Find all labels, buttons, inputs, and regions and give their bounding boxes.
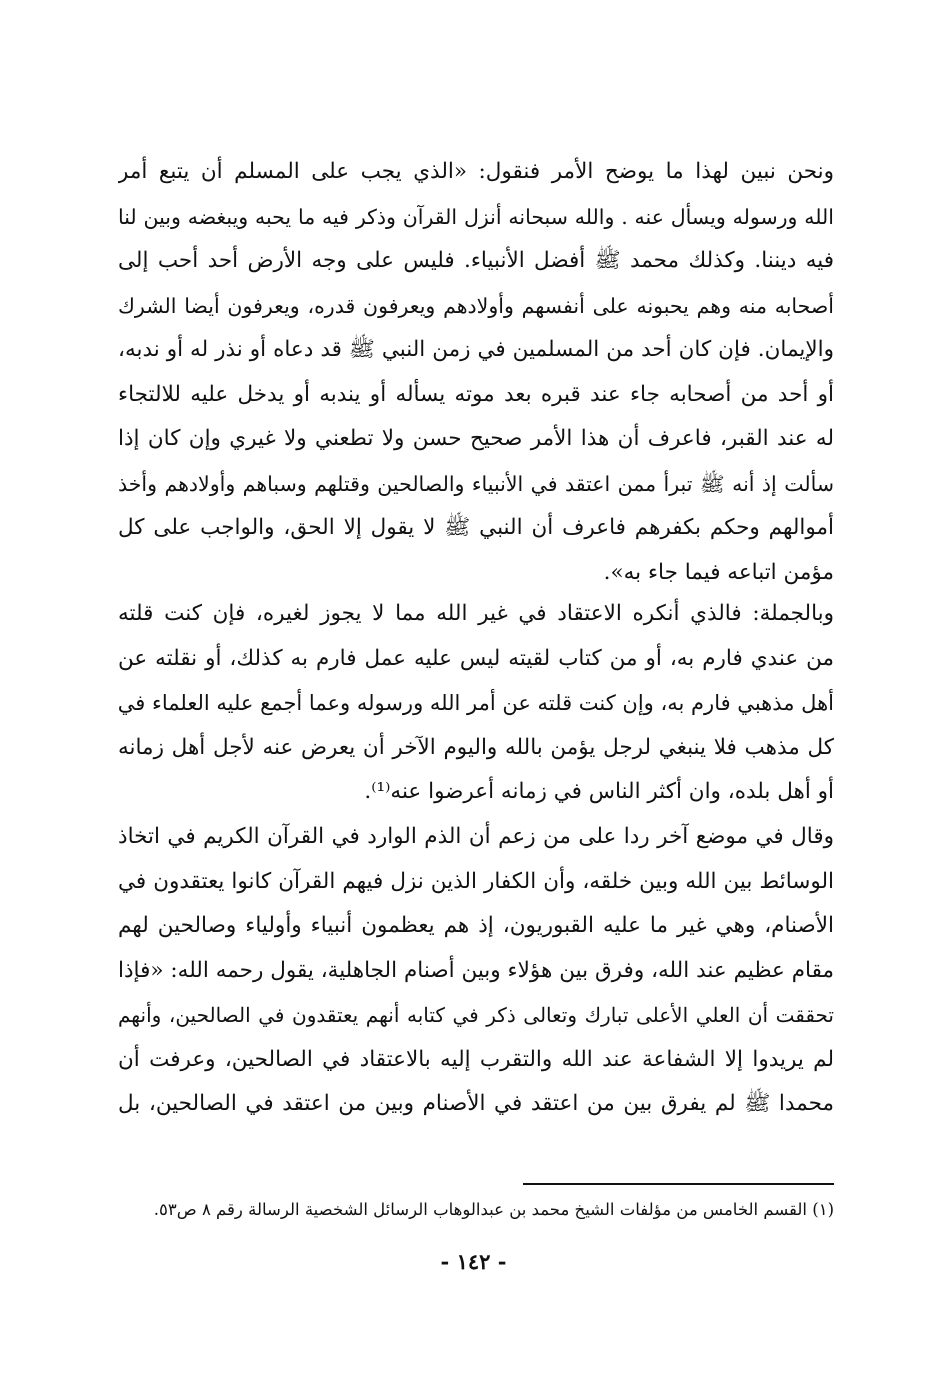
text-line: أصحابه منه وهم يحبونه على أنفسهم وأولادهم ويعرفون قدره، ويعرفون أيضا الشرك <box>118 293 834 318</box>
text-line: مؤمن اتباعه فيما جاء به». <box>603 559 834 585</box>
text-line: تحققت أن العلي الأعلى تبارك وتعالى ذكر في كتابه أنهم يعتقدون في الصالحين، وأنهم <box>118 1003 834 1027</box>
footnote: (١) القسم الخامس من مؤلفات الشيخ محمد بن عبدالوهاب الرسائل الشخصية الرسالة رقم ٨ ص٥٣. <box>153 1200 834 1219</box>
text-line: مقام عظيم عند الله، وفرق بين هؤلاء وبين أصنام الجاهلية، يقول رحمه الله: «فإذا <box>118 957 834 983</box>
text-line: فيه ديننا. وكذلك محمد ﷺ أفضل الأنبياء. فليس على وجه الأرض أحد أحب إلى <box>118 248 834 273</box>
text-line: والإيمان. فإن كان أحد من المسلمين في زمن النبي ﷺ قد دعاه أو نذر له أو ندبه، <box>118 337 834 362</box>
text-line: وبالجملة: فالذي أنكره الاعتقاد في غير الله مما لا يجوز لغيره، فإن كنت قلته <box>118 601 834 626</box>
text-line: أو أهل بلده، وان أكثر الناس في زمانه أعرضوا عنه⁽¹⁾. <box>364 779 834 804</box>
text-line: وقال في موضع آخر ردا على من زعم أن الذم الوارد في القرآن الكريم في اتخاذ <box>118 824 834 849</box>
text-line: أموالهم وحكم بكفرهم فاعرف أن النبي ﷺ لا يقول إلا الحق، والواجب على كل <box>118 515 834 540</box>
paragraph-3 <box>118 815 834 1127</box>
text-line: ونحن نبين لهذا ما يوضح الأمر فنقول: «الذي يجب على المسلم أن يتبع أمر <box>118 159 834 184</box>
text-line: الأصنام، وهي غير ما عليه القبوريون، إذ هم يعظمون أنبياء وأولياء وصالحين لهم <box>118 913 834 938</box>
text-line: محمدا ﷺ لم يفرق بين من اعتقد في الأصنام وبين من اعتقد في الصالحين، بل <box>118 1091 834 1116</box>
footnote-divider <box>523 1183 834 1185</box>
text-line: سألت إذ أنه ﷺ تبرأ ممن اعتقد في الأنبياء والصالحين وقتلهم وسباهم وأولادهم وأخذ <box>118 471 834 496</box>
text-line: كل مذهب فلا ينبغي لرجل يؤمن بالله واليوم الآخر أن يعرض عنه لأجل أهل زمانه <box>118 734 834 760</box>
text-line: الله ورسوله ويسأل عنه . والله سبحانه أنزل القرآن وذكر فيه ما يحبه ويبغضه وبين لنا <box>118 204 834 229</box>
paragraph-2 <box>118 592 834 815</box>
text-line: أو أحد من أصحابه جاء عند قبره بعد موته يسأله أو يندبه أو يدخل عليه للالتجاء <box>118 381 834 407</box>
text-line: من عندي فارم به، أو من كتاب لقيته ليس عليه عمل فارم به كذلك، أو نقلته عن <box>118 645 834 671</box>
paragraph-1 <box>118 150 834 595</box>
page-number: - ١٤٢ - <box>440 1249 507 1274</box>
text-line: لم يريدوا إلا الشفاعة عند الله والتقرب إليه بالاعتقاد في الصالحين، وعرفت أن <box>118 1046 834 1072</box>
text-line: له عند القبر، فاعرف أن هذا الأمر صحيح حسن ولا تطعني ولا غيري وإن كان إذا <box>118 426 834 451</box>
text-line: أهل مذهبي فارم به، وإن كنت قلته عن أمر الله ورسوله وعما أجمع عليه العلماء في <box>118 691 834 715</box>
text-line: الوسائط بين الله وبين خلقه، وأن الكفار الذين نزل فيهم القرآن كانوا يعتقدون في <box>118 868 834 894</box>
